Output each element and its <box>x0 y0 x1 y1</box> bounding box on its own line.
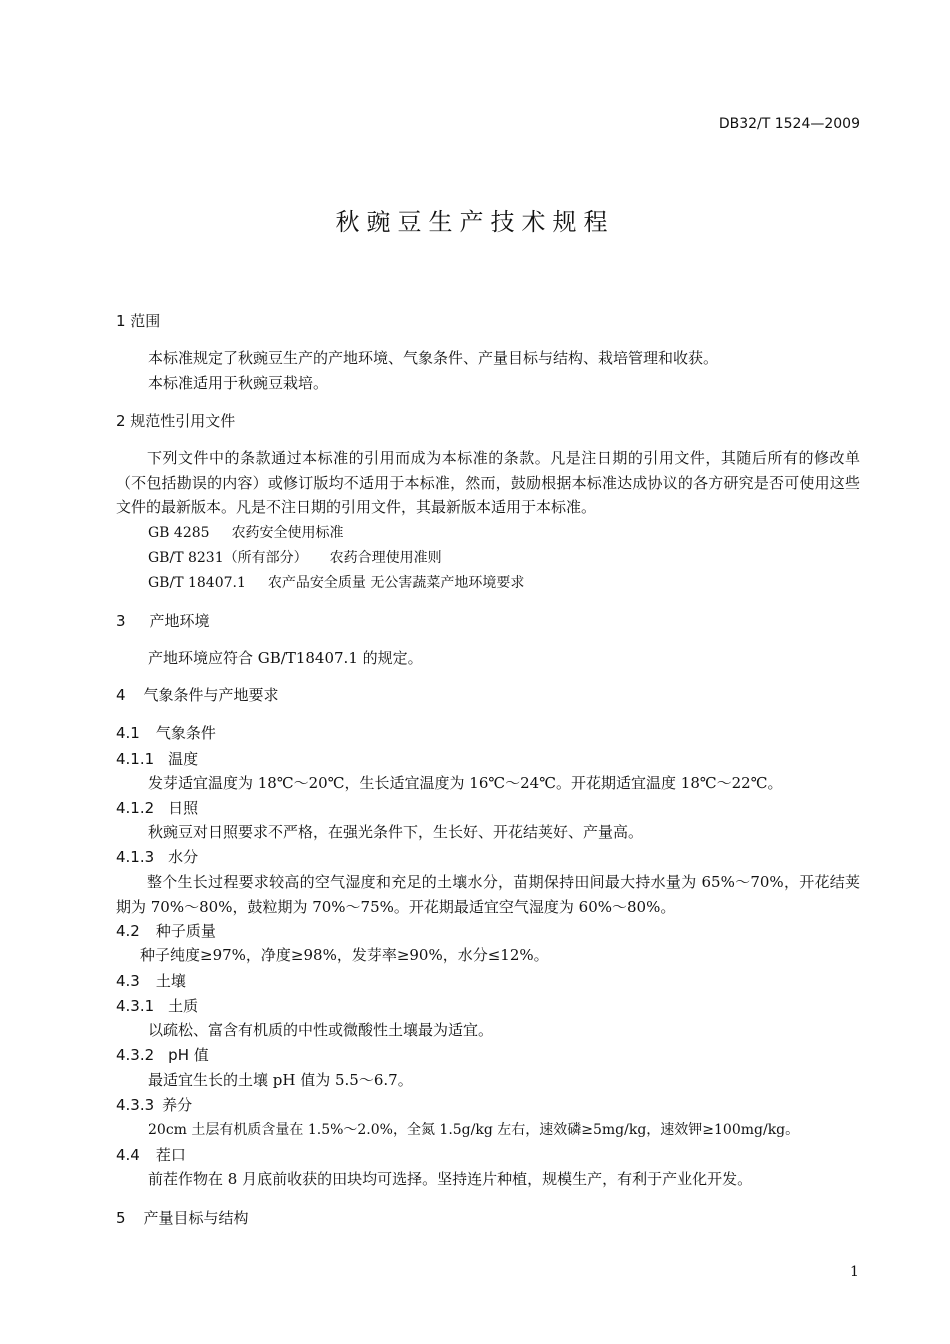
ref-title: 农产品安全质量 无公害蔬菜产地环境要求 <box>267 575 525 591</box>
subsection-4-1-1-heading <box>116 748 198 769</box>
section-title: 产地环境 <box>149 612 210 630</box>
section-3-para: 产地环境应符合 GB/T18407.1 的规定。 <box>148 649 423 667</box>
ref-code: GB/T 18407.1 <box>148 575 246 591</box>
section-title: 气象条件 <box>155 724 216 742</box>
standard-code: DB32/T 1524—2009 <box>718 116 860 132</box>
section-title: 土质 <box>168 997 199 1015</box>
ref-title: 农药安全使用标准 <box>231 525 344 541</box>
section-3-heading <box>116 610 210 631</box>
section-number: 5 <box>116 1209 126 1227</box>
section-title: 养分 <box>162 1096 193 1114</box>
subsection-4-2-para: 种子纯度≥97%，净度≥98%，发芽率≥90%，水分≤12%。 <box>140 946 549 964</box>
section-number: 4.1.1 <box>116 750 155 768</box>
ref-row <box>148 522 344 542</box>
section-title: 土壤 <box>155 972 186 990</box>
section-number: 4.3.1 <box>116 997 155 1015</box>
section-number: 4.2 <box>116 922 140 940</box>
ref-row <box>148 547 442 567</box>
section-5-heading <box>116 1207 249 1228</box>
subsection-4-1-1-para: 发芽适宜温度为 18℃～20℃，生长适宜温度为 16℃～24℃。开花期适宜温度 18℃～22℃。 <box>148 774 783 792</box>
document-title: 秋豌豆生产技术规程 <box>335 208 615 236</box>
section-2-heading: 2 规范性引用文件 <box>116 412 236 430</box>
section-number: 4.1 <box>116 724 140 742</box>
subsection-4-3-2-heading <box>116 1044 209 1065</box>
section-number: 4.3.3 <box>116 1096 155 1114</box>
subsection-4-1-2-heading <box>116 797 198 818</box>
section-title: 茬口 <box>155 1146 186 1164</box>
section-title: 产量目标与结构 <box>143 1209 249 1227</box>
subsection-4-1-2-para: 秋豌豆对日照要求不严格，在强光条件下，生长好、开花结荚好、产量高。 <box>148 823 644 841</box>
section-4-heading <box>116 684 279 705</box>
section-2-para: 下列文件中的条款通过本标准的引用而成为本标准的条款。凡是注日期的引用文件，其随后所有的修改单（不包括勘误的内容）或修订版均不适用于本标准，然而，鼓励根据本标准达成协议的各方研究是否可使用这些文件的最新版本。凡是不注日期的引用文件，其最新版本适用于本标准。 <box>116 449 860 516</box>
subsection-4-3-2-para: 最适宜生长的土壤 pH 值为 5.5～6.7。 <box>148 1071 413 1089</box>
section-number: 4.4 <box>116 1146 140 1164</box>
subsection-4-2-heading <box>116 920 216 941</box>
page-number: 1 <box>850 1264 859 1280</box>
subsection-4-4-heading <box>116 1144 186 1165</box>
ref-row <box>148 572 524 592</box>
section-title: 种子质量 <box>155 922 216 940</box>
section-number: 4.3 <box>116 972 140 990</box>
subsection-4-3-3-para: 20cm 土层有机质含量在 1.5%～2.0%，全氮 1.5g/kg 左右，速效磷≥5mg/kg，速效钾≥100mg/kg。 <box>148 1122 800 1138</box>
subsection-4-1-3-para: 整个生长过程要求较高的空气湿度和充足的土壤水分，苗期保持田间最大持水量为 65%～70%，开花结荚期为 70%～80%，鼓粒期为 70%～75%。开花期最适宜空气湿度为 60%～80%。 <box>116 873 860 916</box>
section-1-heading: 1 范围 <box>116 312 161 330</box>
subsection-4-3-1-heading <box>116 995 198 1016</box>
section-number: 4 <box>116 686 126 704</box>
section-title: pH 值 <box>168 1046 209 1064</box>
ref-title: 农药合理使用准则 <box>329 550 442 566</box>
ref-code: GB 4285 <box>148 525 210 541</box>
section-number: 4.1.2 <box>116 799 155 817</box>
section-number: 4.3.2 <box>116 1046 155 1064</box>
section-1-para-1: 本标准规定了秋豌豆生产的产地环境、气象条件、产量目标与结构、栽培管理和收获。 <box>148 349 719 367</box>
subsection-4-3-1-para: 以疏松、富含有机质的中性或微酸性土壤最为适宜。 <box>148 1021 494 1039</box>
section-title: 日照 <box>168 799 199 817</box>
subsection-4-4-para: 前茬作物在 8 月底前收获的田块均可选择。坚持连片种植，规模生产，有利于产业化开发。 <box>148 1170 753 1188</box>
subsection-4-3-heading <box>116 970 186 991</box>
subsection-4-3-3-heading <box>116 1094 192 1115</box>
section-number: 3 <box>116 612 126 630</box>
section-1-para-2: 本标准适用于秋豌豆栽培。 <box>148 374 329 392</box>
subsection-4-1-3-heading <box>116 846 198 867</box>
section-title: 温度 <box>168 750 199 768</box>
subsection-4-1-heading <box>116 722 216 743</box>
section-number: 4.1.3 <box>116 848 155 866</box>
ref-code: GB/T 8231（所有部分） <box>148 550 308 566</box>
section-title: 气象条件与产地要求 <box>143 686 279 704</box>
section-title: 水分 <box>168 848 199 866</box>
